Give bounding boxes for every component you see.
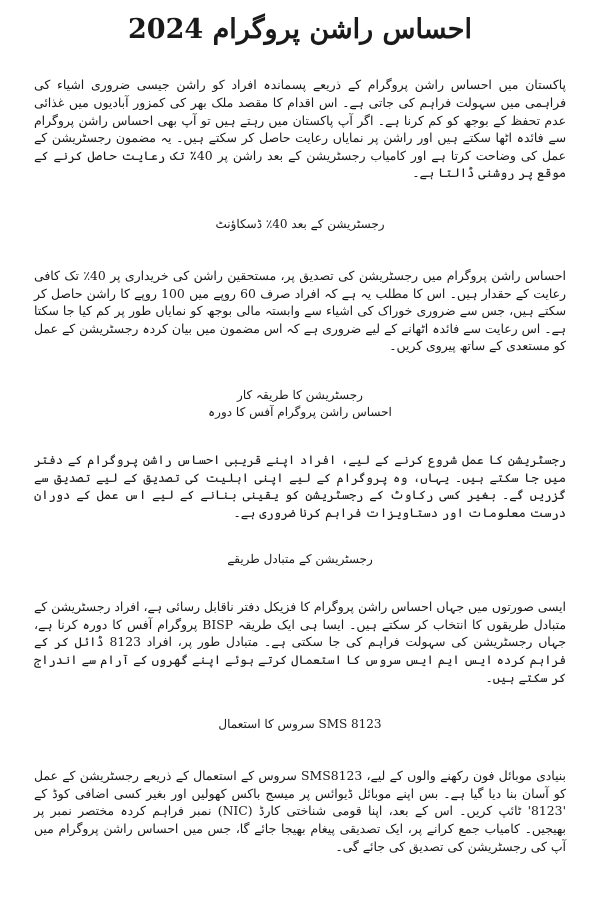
alternative-heading bbox=[34, 551, 566, 568]
page-title: احساس راشن پروگرام 2024 bbox=[128, 14, 472, 45]
discount-heading-text: رجسٹریشن کے بعد 40٪ ڈسکاؤنٹ bbox=[215, 216, 385, 231]
method-heading-line2: احساس راشن پروگرام آفس کا دورہ bbox=[208, 404, 392, 419]
sms-paragraph: بنیادی موبائل فون رکھنے والوں کے لیے، SMS8123 سروس کے استعمال کے ذریعے رجسٹریشن کے عمل کو آسان بنا دیا گیا ہے۔ بس اپنے موبائل ڈیوائس پر میسج باکس کھولیں اور بغیر کسی اضافی کوڈ کے '8123' ٹائپ کریں۔ اس کے بعد، اپنا قومی شناختی کارڈ (NIC) نمبر فراہم کردہ مختصر نمبر پر بھیجیں۔ کامیاب جمع کرانے پر، ایک تصدیقی پیغام بھیجا جائے گا، جس میں احساس راشن پروگرام میں آپ کی رجسٹریشن کی تصدیق کی جائے گی۔ bbox=[34, 768, 566, 854]
method-heading-line1: رجسٹریشن کا طریقہ کار bbox=[237, 387, 363, 402]
method-paragraph: رجسٹریشن کا عمل شروع کرنے کے لیے، افراد اپنے قریبی احساس راشن پروگرام کے دفتر میں جا سکتے ہیں۔ یہاں، وہ پروگرام کے لیے اپنی اہلیت کی تصدیق کے لیے تصدیق سے گزریں گے۔ بغیر کسی رکاوٹ کے رجسٹریشن کو یقینی بنانے کے لیے اس عمل کے دوران درست معلومات اور دستاویزات فراہم کرنا ضروری ہے۔ bbox=[34, 451, 566, 520]
method-heading bbox=[34, 387, 566, 421]
alternative-heading-text: رجسٹریشن کے متبادل طریقے bbox=[227, 552, 373, 567]
discount-paragraph: احساس راشن پروگرام میں رجسٹریشن کی تصدیق پر، مستحقین راشن کی خریداری پر 40٪ تک کافی رعایت کے حقدار ہیں۔ اس کا مطلب یہ ہے کہ افراد صرف 60 روپے میں 100 روپے کا راشن حاصل کر سکتے ہیں، جس سے ضروری خوراک کی اشیاء سے وابستہ مالی بوجھ کو نمایاں طور پر کم کیا جا سکتا ہے۔ اس رعایت سے فائدہ اٹھانے کے لیے ضروری ہے کہ اس مضمون میں بیان کردہ رجسٹریشن کے عمل کو مستعدی کے ساتھ پیروی کریں۔ bbox=[34, 267, 567, 354]
alternative-paragraph: ایسی صورتوں میں جہاں احساس راشن پروگرام کا فزیکل دفتر ناقابل رسائی ہے، افراد رجسٹریشن کے متبادل طریقوں کا انتخاب کر سکتے ہیں۔ ایسا ہی ایک طریقہ BISP پروگرام آفس کا دورہ کرنا ہے، جہاں رجسٹریشن کی سہولت فراہم کی جا سکتی ہے۔ متبادل طور پر، افراد 8123 ڈائل کر کے فراہم کردہ ایس ایم ایس سروس کا استعمال کرتے ہوئے اپنے گھروں کے آرام سے اندراج کر سکتے ہیں۔ bbox=[34, 599, 567, 685]
intro-paragraph: پاکستان میں احساس راشن پروگرام کے ذریعے پسماندہ افراد کو راشن جیسی ضروری اشیاء کی فراہمی میں سہولت فراہم کی جاتی ہے۔ اس اقدام کا مقصد ملک بھر کی کمزور آبادیوں میں غذائی عدم تحفظ کے بوجھ کو کم کرنا ہے۔ اگر آپ پاکستان میں رہتے ہیں تو آپ بھی احساس راشن پروگرام سے فائدہ اٹھا سکتے ہیں اور راشن پر نمایاں رعایت حاصل کر سکتے ہیں۔ یہ مضمون رجسٹریشن کے عمل کی وضاحت کرتا ہے اور کامیاب رجسٹریشن کے بعد راشن پر 40٪ تک رعایت حاصل کرنے کے موقع پر روشنی ڈالتا ہے۔ bbox=[34, 77, 566, 181]
sms-heading-text: SMS 8123 سروس کا استعمال bbox=[218, 717, 382, 732]
sms-heading bbox=[34, 716, 566, 733]
discount-heading bbox=[34, 216, 566, 233]
